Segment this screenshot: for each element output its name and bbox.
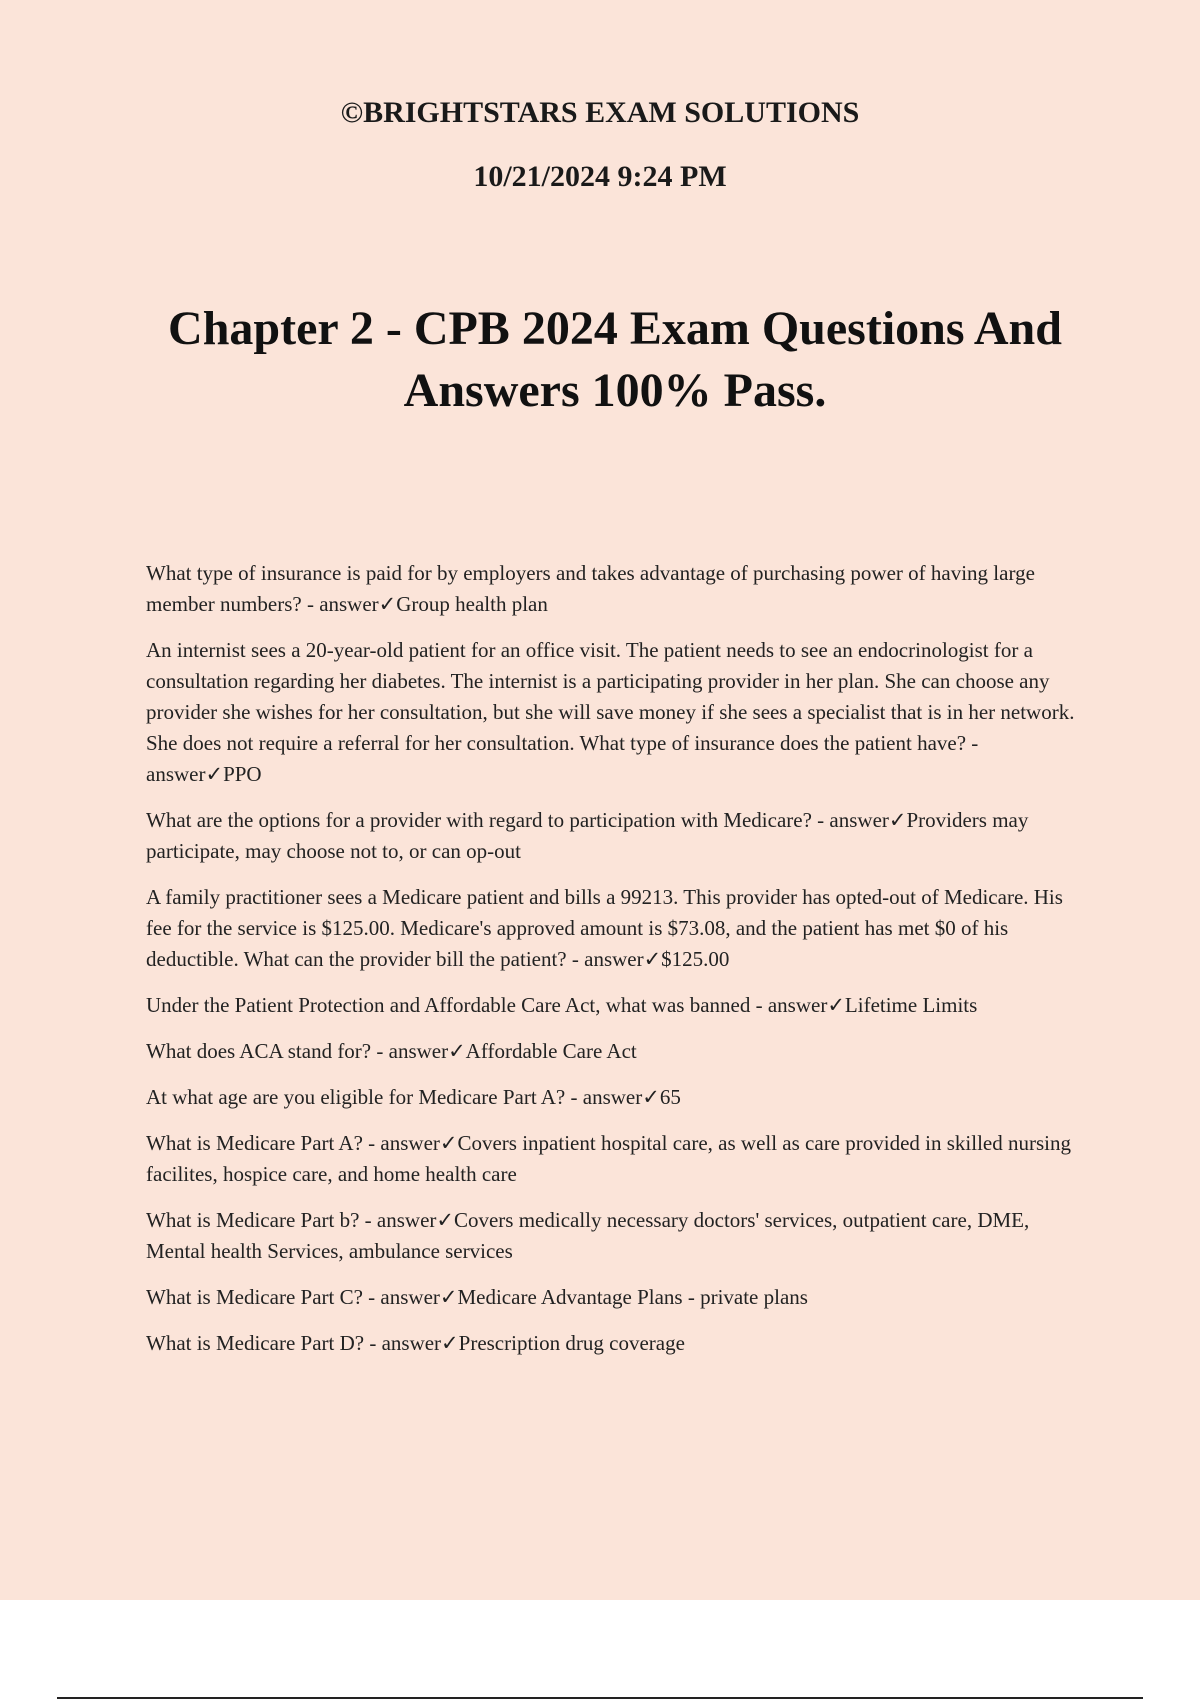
qa-item: An internist sees a 20-year-old patient for an office visit. The patient needs to see an endocrinologist for a consultation regarding her diabetes. The internist is a participating provider in her plan. She can choose any provider she wishes for her consultation, but she will save money if she sees a specialist that is in her network. She does not require a referral for her consultation. What type of insurance does the patient have? - answer✓PPO <box>146 638 1075 786</box>
qa-item: What does ACA stand for? - answer✓Affordable Care Act <box>146 1039 637 1063</box>
qa-item: What are the options for a provider with regard to participation with Medicare? - answer✓Providers may participate, may choose not to, or can op-out <box>146 808 1029 863</box>
qa-item: What is Medicare Part D? - answer✓Prescription drug coverage <box>146 1331 685 1355</box>
qa-item: A family practitioner sees a Medicare patient and bills a 99213. This provider has opted-out of Medicare. His fee for the service is $125.00. Medicare's approved amount is $73.08, and the patient has met $0 of his deductible. What can the provider bill the patient? - answer✓$125.00 <box>146 885 1063 971</box>
qa-item: Under the Patient Protection and Affordable Care Act, what was banned - answer✓Lifetime Limits <box>146 993 978 1017</box>
qa-item: What type of insurance is paid for by employers and takes advantage of purchasing power of having large member numbers? - answer✓Group health plan <box>146 561 1035 616</box>
footer-divider <box>57 1697 1143 1699</box>
qa-item: At what age are you eligible for Medicare Part A? - answer✓65 <box>146 1085 681 1109</box>
qa-item: What is Medicare Part A? - answer✓Covers inpatient hospital care, as well as care provided in skilled nursing facilites, hospice care, and home health care <box>146 1131 1071 1186</box>
document-title: Chapter 2 - CPB 2024 Exam Questions And Answers 100% Pass. <box>168 302 1062 417</box>
qa-item: What is Medicare Part b? - answer✓Covers medically necessary doctors' services, outpatient care, DME, Mental health Services, ambulance services <box>146 1208 1030 1263</box>
date-header: 10/21/2024 9:24 PM <box>473 160 727 193</box>
brand-header: ©BRIGHTSTARS EXAM SOLUTIONS <box>340 96 860 129</box>
qa-list <box>146 558 1086 1374</box>
qa-item: What is Medicare Part C? - answer✓Medicare Advantage Plans - private plans <box>146 1285 808 1309</box>
